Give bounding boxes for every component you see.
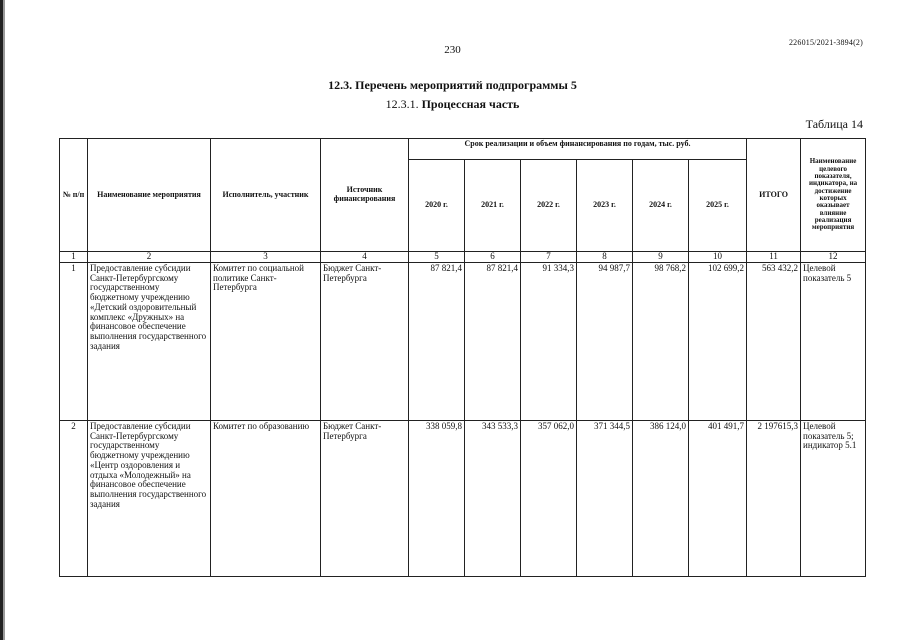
column-number: 9 [633,252,689,263]
header-year: 2025 г. [689,160,747,252]
row-year-value: 371 344,5 [577,421,633,577]
header-total: ИТОГО [747,139,801,252]
row-indicator: Целевой показатель 5 [801,263,866,421]
row-year-value: 87 821,4 [465,263,521,421]
column-number: 11 [747,252,801,263]
column-number: 4 [321,252,409,263]
row-year-value: 386 124,0 [633,421,689,577]
column-number: 6 [465,252,521,263]
column-number: 8 [577,252,633,263]
column-number: 2 [88,252,211,263]
header-year: 2021 г. [465,160,521,252]
column-number: 1 [60,252,88,263]
row-year-value: 91 334,3 [521,263,577,421]
page-number: 230 [444,44,461,56]
row-year-value: 94 987,7 [577,263,633,421]
row-executor: Комитет по социальной политике Санкт-Петербурга [211,263,321,421]
row-year-value: 102 699,2 [689,263,747,421]
header-period-group: Срок реализации и объем финансирования по годам, тыс. руб. [409,139,747,160]
subsection-title [0,97,905,112]
row-indicator: Целевой показатель 5; индикатор 5.1 [801,421,866,577]
header-year: 2020 г. [409,160,465,252]
subsection-name: Процессная часть [421,97,520,111]
header-year: 2022 г. [521,160,577,252]
row-total: 2 197615,3 [747,421,801,577]
row-executor: Комитет по образованию [211,421,321,577]
header-indicator: Наименование целевого показателя, индикатора, на достижение которых оказывает влияние реализация мероприятия [801,139,866,252]
row-year-value: 401 491,7 [689,421,747,577]
header-num: № п/п [60,139,88,252]
row-year-value: 357 062,0 [521,421,577,577]
activities-table [59,138,866,577]
column-number: 10 [689,252,747,263]
subsection-number: 12.3.1. [385,97,422,111]
column-number: 12 [801,252,866,263]
header-executor: Исполнитель, участник [211,139,321,252]
header-row-1 [60,139,866,160]
column-number: 3 [211,252,321,263]
header-source: Источник финансирования [321,139,409,252]
row-name: Предоставление субсидии Санкт-Петербургскому государственному бюджетному учреждению «Детский оздоровительный комплекс «Дружных» на финансовое обеспечение выполнения государственного задания [88,263,211,421]
row-source: Бюджет Санкт-Петербурга [321,263,409,421]
row-total: 563 432,2 [747,263,801,421]
document-code: 226015/2021-3894(2) [788,38,863,47]
header-year: 2024 г. [633,160,689,252]
scan-edge-shadow [3,0,5,640]
table-row [60,263,866,421]
section-title: 12.3. Перечень мероприятий подпрограммы 5 [328,78,577,92]
row-num: 1 [60,263,88,421]
header-year: 2023 г. [577,160,633,252]
row-source: Бюджет Санкт-Петербурга [321,421,409,577]
row-name: Предоставление субсидии Санкт-Петербургскому государственному бюджетному учреждению «Центр оздоровления и отдыха «Молодежный» на финансовое обеспечение выполнения государственного задания [88,421,211,577]
table-caption: Таблица 14 [805,117,863,131]
row-year-value: 98 768,2 [633,263,689,421]
row-year-value: 87 821,4 [409,263,465,421]
row-year-value: 338 059,8 [409,421,465,577]
column-number-row [60,252,866,263]
header-name: Наименование мероприятия [88,139,211,252]
column-number: 5 [409,252,465,263]
column-number: 7 [521,252,577,263]
row-year-value: 343 533,3 [465,421,521,577]
row-num: 2 [60,421,88,577]
table-row [60,421,866,577]
